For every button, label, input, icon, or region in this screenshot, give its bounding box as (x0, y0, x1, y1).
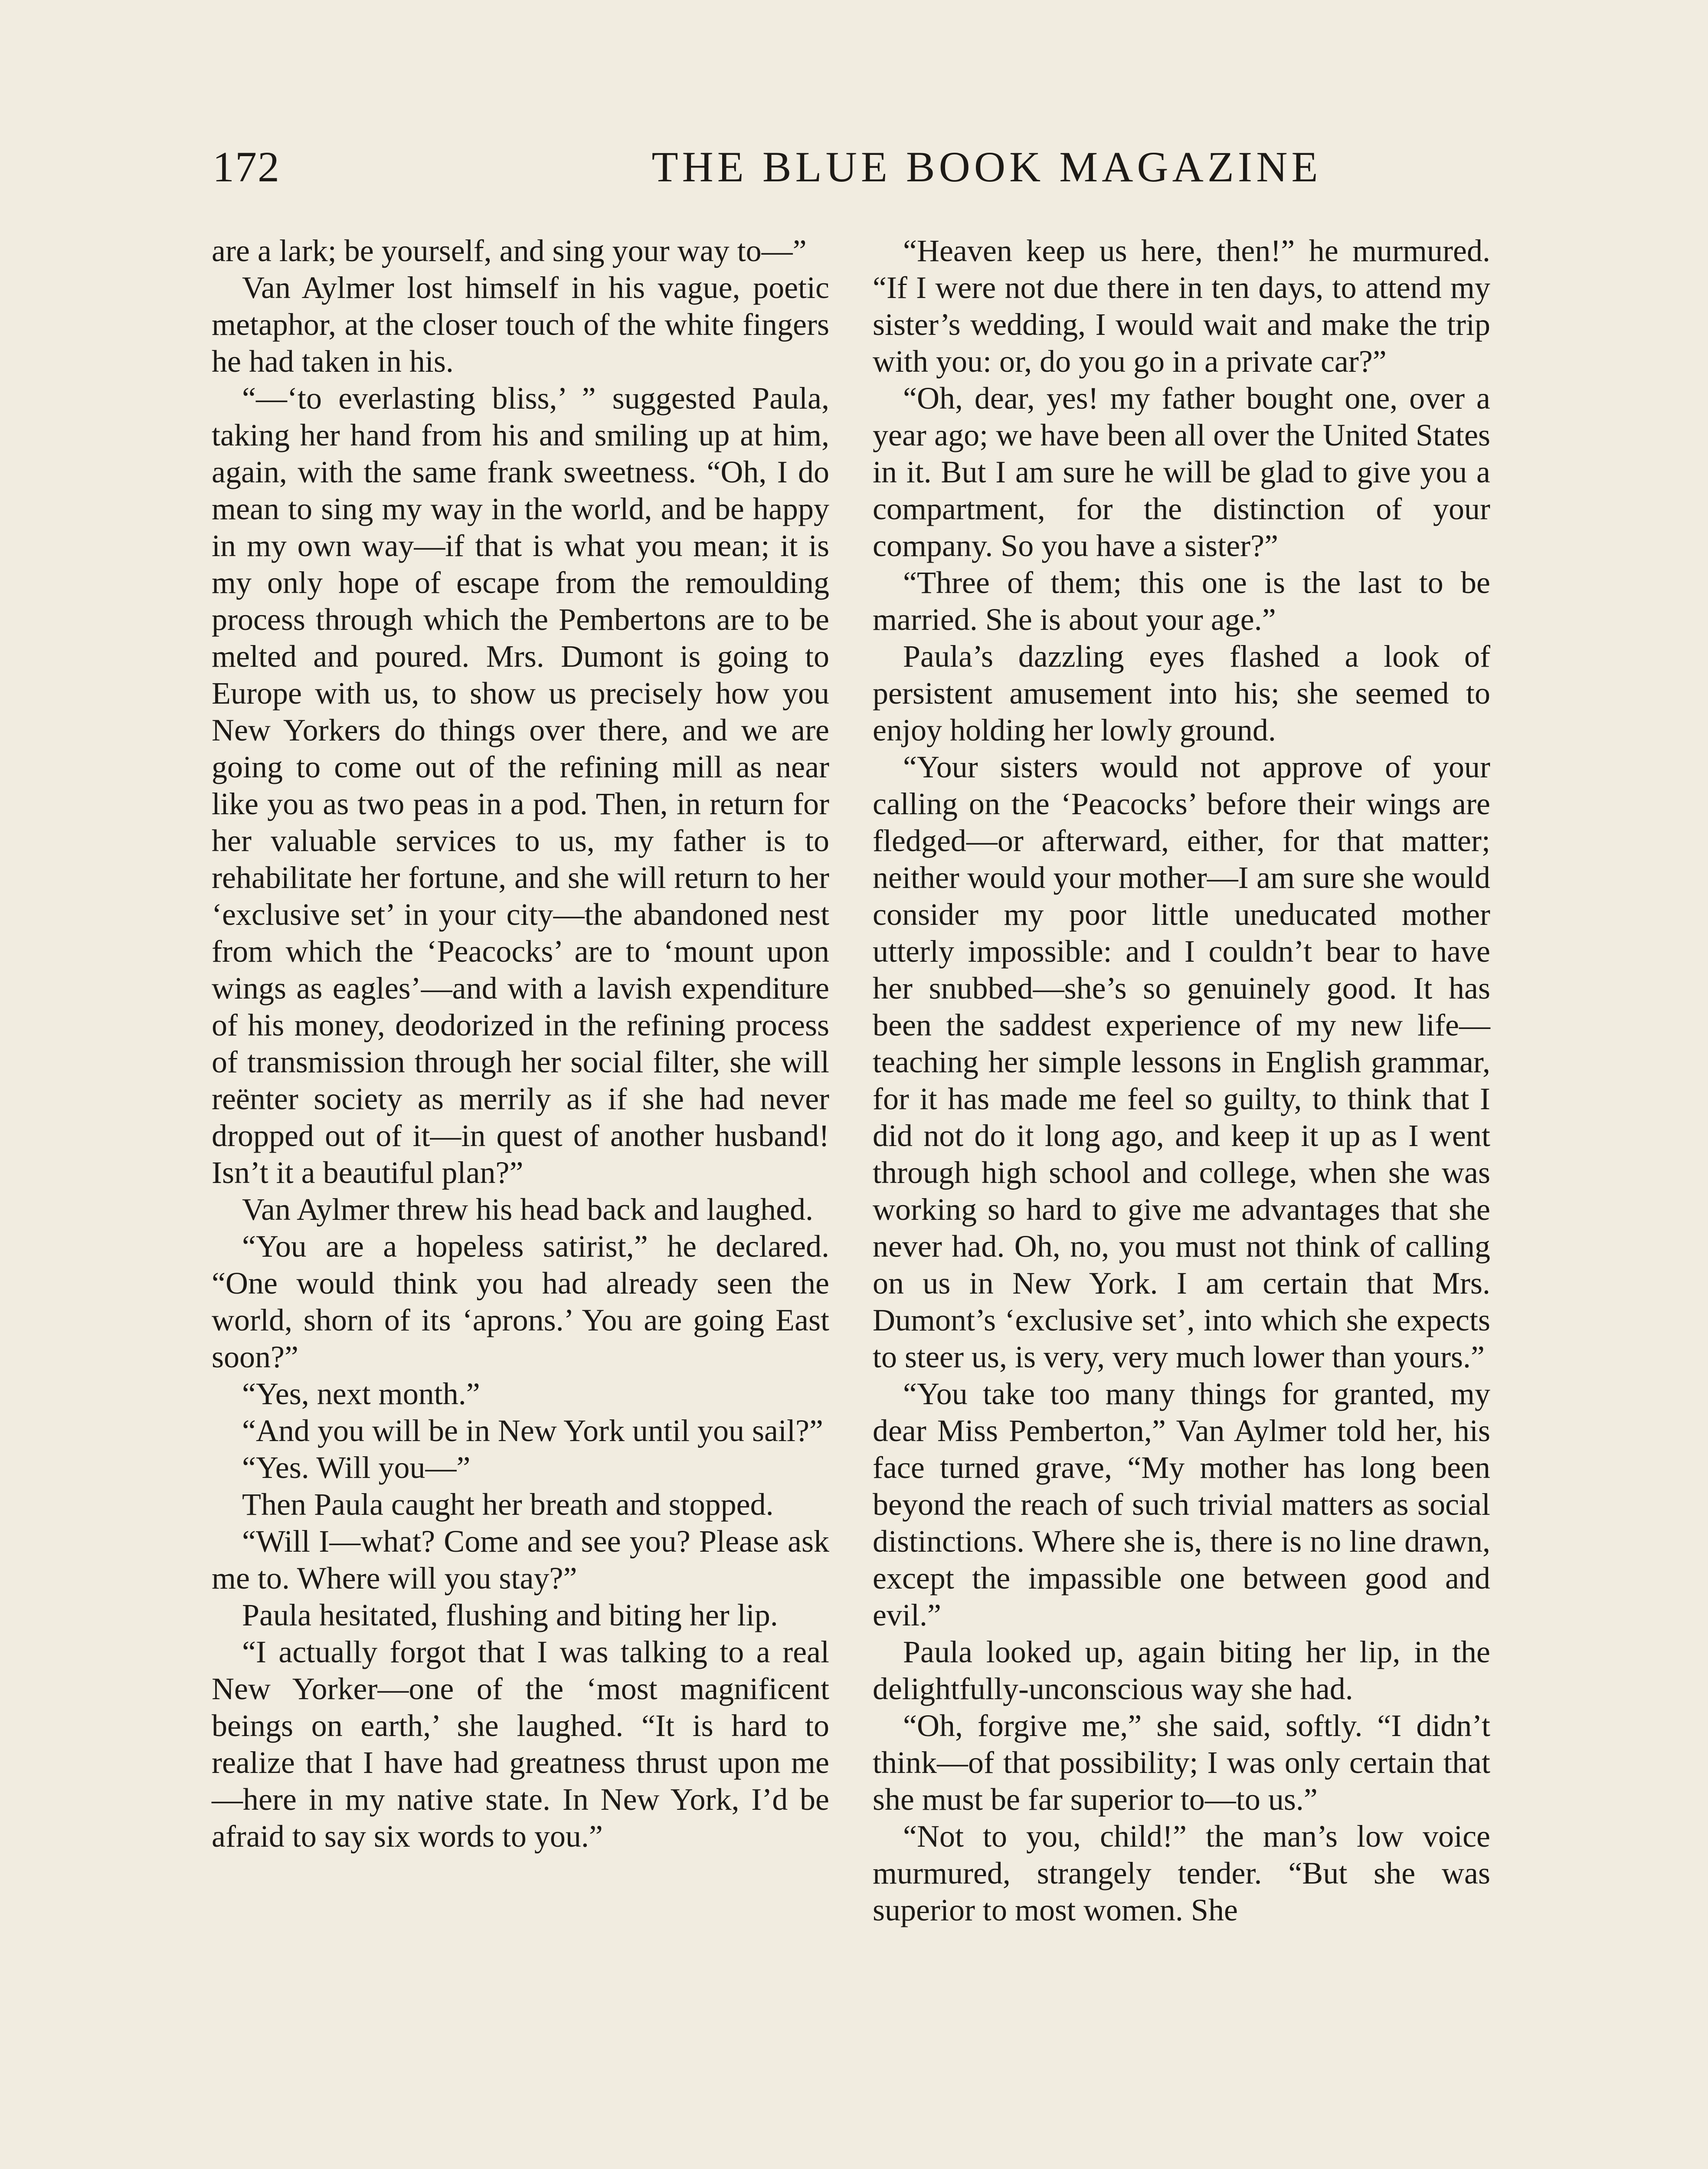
right-column (873, 233, 1490, 1929)
paragraph: Paula looked up, again biting her lip, in the delightfully-unconscious way she had. (873, 1635, 1490, 1706)
paragraph: “Not to you, child!” the man’s low voice murmured, strangely tender. “But she was superior to most women. She (873, 1819, 1490, 1927)
paragraph: Paula’s dazzling eyes flashed a look of persistent amusement into his; she seemed to enjoy holding her lowly ground. (873, 639, 1490, 747)
paragraph: “Yes, next month.” (242, 1376, 480, 1411)
magazine-title: THE BLUE BOOK MAGAZINE (651, 143, 1322, 191)
paragraph: Van Aylmer lost himself in his vague, poetic metaphor, at the closer touch of the white fingers he had taken in his. (212, 270, 829, 379)
page-number: 172 (213, 143, 280, 191)
paragraph: Then Paula caught her breath and stopped. (242, 1487, 774, 1522)
paragraph: “Three of them; this one is the last to be married. She is about your age.” (873, 565, 1490, 637)
paragraph: “Your sisters would not approve of your calling on the ‘Peacocks’ before their wings are fledged—or afterward, either, for that matter; neither would your mother—I am sure she would consider my poor little uneducated mother utterly impossible: and I couldn’t bear to have her snubbed—she’s so genuinely good. It has been the saddest experience of my new life—teaching her simple lessons in English grammar, for it has made me feel so guilty, to think that I did not do it long ago, and keep it up as I went through high school and college, when she was working so hard to give me advantages that she never had. Oh, no, you must not think of calling on us in New York. I am certain that Mrs. Dumont’s ‘exclusive set’, into which she expects to steer us, is very, very much lower than yours.” (873, 750, 1490, 1374)
paragraph: “I actually forgot that I was talking to a real New Yorker—one of the ‘most magnificent beings on earth,’ she laughed. “It is hard to realize that I have had greatness thrust upon me—here in my native state. In New York, I’d be afraid to say six words to you.” (212, 1635, 829, 1854)
paragraph: “Yes. Will you—” (242, 1450, 471, 1485)
paragraph: “Oh, dear, yes! my father bought one, over a year ago; we have been all over the United States in it. But I am sure he will be glad to give you a compartment, for the distinction of your company. So you have a sister?” (873, 381, 1490, 563)
page-header (213, 134, 1501, 200)
paragraph: Van Aylmer threw his head back and laughed. (242, 1192, 813, 1227)
paragraph: “—‘to everlasting bliss,’ ” suggested Paula, taking her hand from his and smiling up at him, again, with the same frank sweetness. “Oh, I do mean to sing my way in the world, and be happy in my own way—if that is what you mean; it is my only hope of escape from the remoulding process through which the Pembertons are to be melted and poured. Mrs. Dumont is going to Europe with us, to show us precisely how you New Yorkers do things over there, and we are going to come out of the refining mill as near like you as two peas in a pod. Then, in return for her valuable services to us, my father is to rehabilitate her fortune, and she will return to her ‘exclusive set’ in your city—the abandoned nest from which the ‘Peacocks’ are to ‘mount upon wings as eagles’—and with a lavish expenditure of his money, deodorized in the refining process of transmission through her social filter, she will reënter society as merrily as if she had never dropped out of it—in quest of another husband! Isn’t it a beautiful plan?” (212, 381, 829, 1190)
paragraph: are a lark; be yourself, and sing your way to—” (212, 233, 807, 268)
paragraph: “Oh, forgive me,” she said, softly. “I didn’t think—of that possibility; I was only certain that she must be far superior to—to us.” (873, 1708, 1490, 1817)
paragraph: “You take too many things for granted, my dear Miss Pemberton,” Van Aylmer told her, his face turned grave, “My mother has long been beyond the reach of such trivial matters as social distinctions. Where she is, there is no line drawn, except the impassible one between good and evil.” (873, 1376, 1490, 1632)
paragraph: Paula hesitated, flushing and biting her lip. (242, 1598, 778, 1632)
paragraph: “And you will be in New York until you sail?” (242, 1413, 823, 1448)
left-column (212, 233, 829, 1855)
paragraph: “You are a hopeless satirist,” he declared. “One would think you had already seen the world, shorn of its ‘aprons.’ You are going East soon?” (212, 1229, 829, 1374)
paragraph: “Heaven keep us here, then!” he murmured. “If I were not due there in ten days, to attend my sister’s wedding, I would wait and make the trip with you: or, do you go in a private car?” (873, 233, 1490, 379)
paragraph: “Will I—what? Come and see you? Please ask me to. Where will you stay?” (212, 1524, 829, 1596)
